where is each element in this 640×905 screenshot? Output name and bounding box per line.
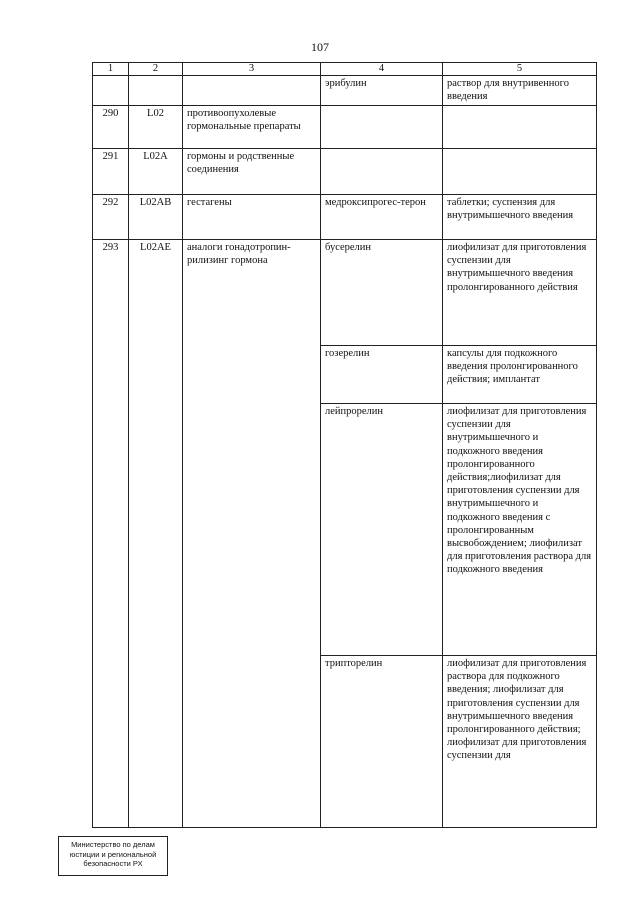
drug-group: гормоны и родственные соединения: [183, 149, 321, 195]
drug-group: [183, 76, 321, 106]
column-header: 5: [443, 63, 597, 76]
dosage-form: лиофилизат для приготовления раствора для подкожного введения; лиофилизат для приготовления суспензии для внутримышечного введения пролонгированного действия; лиофилизат для приготовления суспензии для: [443, 656, 597, 828]
row-number: 292: [93, 195, 129, 240]
drug-name: трипторелин: [321, 656, 443, 828]
drug-name: гозерелин: [321, 346, 443, 404]
drug-name: [321, 149, 443, 195]
table-row: [93, 195, 597, 240]
atc-code: L02: [129, 106, 183, 149]
row-number: 293: [93, 240, 129, 828]
dosage-form: [443, 149, 597, 195]
dosage-form: лиофилизат для приготовления суспензии для внутримышечного введения пролонгированного действия: [443, 240, 597, 346]
drug-group: противоопухолевые гормональные препараты: [183, 106, 321, 149]
stamp-line: безопасности РХ: [83, 859, 143, 868]
table-row: [93, 240, 597, 346]
atc-code: L02AB: [129, 195, 183, 240]
drug-name: медроксипрогес-терон: [321, 195, 443, 240]
page-number: 107: [311, 40, 329, 54]
stamp-line: юстиции и региональной: [69, 849, 157, 859]
column-header: 3: [183, 63, 321, 76]
drug-table: [92, 62, 597, 828]
drug-name: [321, 106, 443, 149]
drug-name: эрибулин: [321, 76, 443, 106]
dosage-form: раствор для внутривенного введения: [443, 76, 597, 106]
dosage-form: капсулы для подкожного введения пролонгированного действия; имплантат: [443, 346, 597, 404]
column-header: 2: [129, 63, 183, 76]
atc-code: [129, 76, 183, 106]
drug-name: бусерелин: [321, 240, 443, 346]
atc-code: L02AE: [129, 240, 183, 828]
dosage-form: лиофилизат для приготовления суспензии для внутримышечного и подкожного введения пролонгированного действия;лиофилизат для приготовления суспензии для внутримышечного и подкожного введения с пролонгированным высвобождением; лиофилизат для приготовления раствора для подкожного введения: [443, 404, 597, 656]
drug-name: лейпрорелин: [321, 404, 443, 656]
row-number: 291: [93, 149, 129, 195]
table-row: [93, 149, 597, 195]
column-header: 4: [321, 63, 443, 76]
row-number: 290: [93, 106, 129, 149]
atc-code: L02A: [129, 149, 183, 195]
table-row: [93, 106, 597, 149]
table-header-row: [93, 63, 597, 76]
column-header: 1: [93, 63, 129, 76]
drug-group: аналоги гонадотропин-рилизинг гормона: [183, 240, 321, 828]
row-number: [93, 76, 129, 106]
table-row: [93, 76, 597, 106]
dosage-form: таблетки; суспензия для внутримышечного введения: [443, 195, 597, 240]
dosage-form: [443, 106, 597, 149]
ministry-stamp: [58, 836, 168, 876]
stamp-line: Министерство по делам: [71, 840, 155, 849]
drug-group: гестагены: [183, 195, 321, 240]
